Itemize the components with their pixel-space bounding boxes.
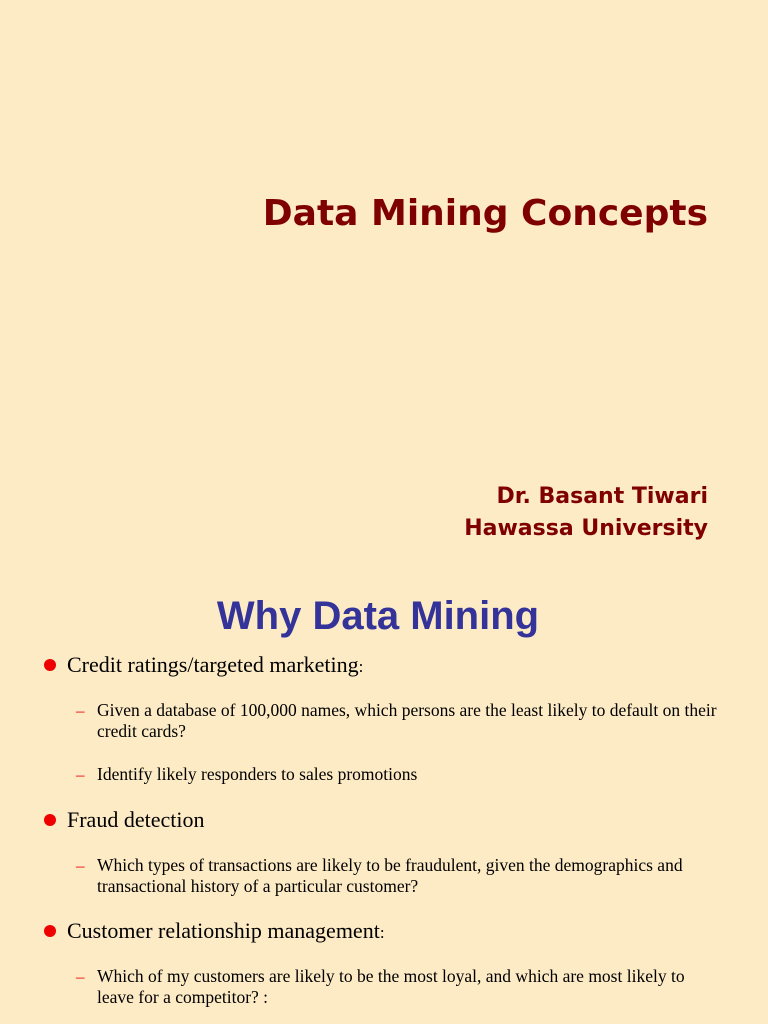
author-block (464, 481, 708, 545)
slide-title: Data Mining Concepts (262, 193, 708, 234)
sub-bullet-text: Identify likely responders to sales promotions (97, 764, 418, 784)
bullet-suffix: : (379, 923, 385, 942)
bullet-text (67, 807, 204, 835)
bullet-text (67, 652, 363, 680)
bullet-dot-icon (44, 659, 56, 671)
sub-bullet-text: Which types of transactions are likely to be fraudulent, given the demographics and transactional history of a particular customer? (97, 855, 683, 896)
bullet-label: Fraud detection (67, 807, 205, 832)
sub-bullet-text: Which of my customers are likely to be the most loyal, and which are most likely to leave for a competitor? : (97, 966, 685, 1007)
bullet-dot-icon (44, 814, 56, 826)
bullet-text (67, 918, 385, 946)
author-institution: Hawassa University (464, 516, 708, 541)
bullet-label: Customer relationship management (67, 918, 380, 943)
bullet-suffix: : (358, 657, 364, 676)
slide-title: Why Data Mining (216, 594, 540, 638)
bullet-dot-icon (44, 925, 56, 937)
content-slide (0, 576, 768, 1024)
dash-icon: – (76, 967, 85, 986)
bullet-label: Credit ratings/targeted marketing (67, 652, 359, 677)
dash-icon: – (76, 765, 85, 784)
author-name: Dr. Basant Tiwari (496, 484, 708, 509)
dash-icon: – (76, 701, 85, 720)
sub-bullet-text: Given a database of 100,000 names, which persons are the least likely to default on their credit cards? (97, 700, 717, 741)
dash-icon: – (76, 856, 85, 875)
